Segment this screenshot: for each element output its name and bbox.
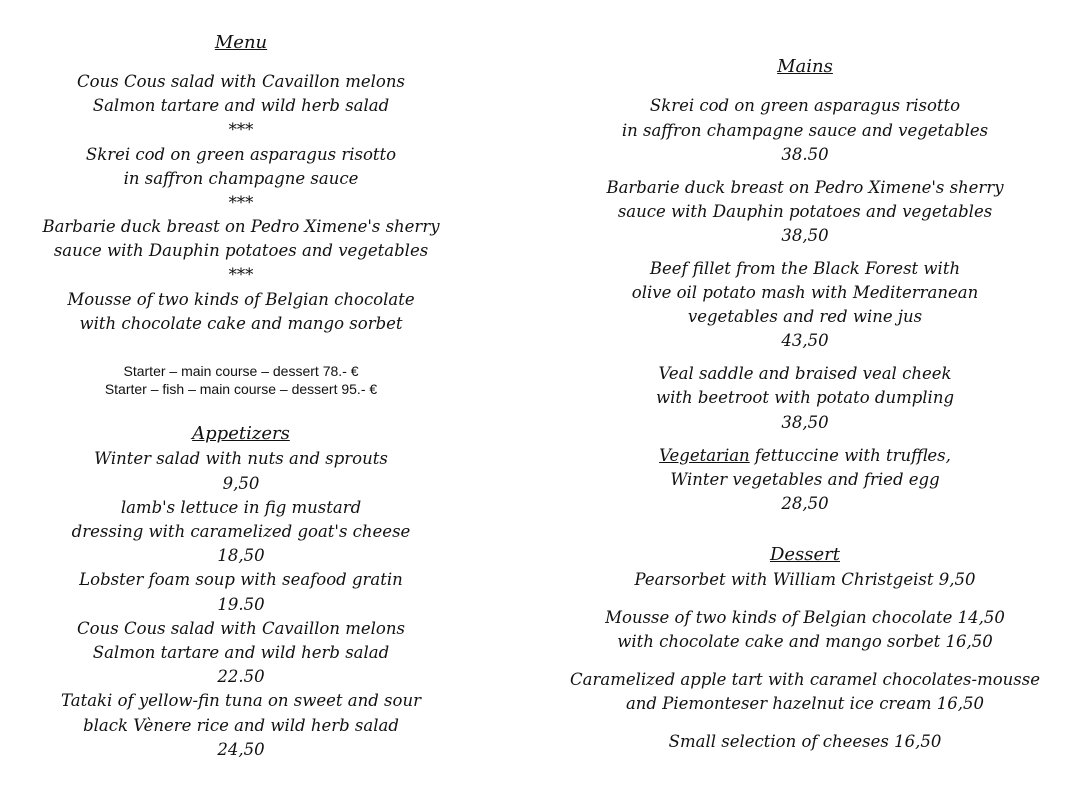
menu-price: Starter – main course – dessert 78.- €: [123, 363, 359, 379]
menu-separator: ***: [228, 193, 254, 212]
menu-separator: ***: [228, 265, 254, 284]
appetizer-line: Winter salad with nuts and sprouts: [94, 449, 388, 468]
dessert-line: Mousse of two kinds of Belgian chocolate 14,50: [605, 608, 1005, 627]
dessert-line: Small selection of cheeses 16,50: [668, 732, 942, 751]
menu-price: Starter – fish – main course – dessert 95.- €: [104, 381, 378, 397]
dessert-line: Caramelized apple tart with caramel chocolates-mousse: [570, 670, 1040, 689]
menu-line: Cous Cous salad with Cavaillon melons: [77, 72, 405, 91]
appetizer-line: Tataki of yellow-fin tuna on sweet and sour: [61, 691, 421, 710]
appetizer-price: 18,50: [217, 546, 265, 565]
menu-line: with chocolate cake and mango sorbet: [79, 314, 403, 333]
menu-line: Mousse of two kinds of Belgian chocolate: [67, 290, 415, 309]
appetizer-price: 9,50: [222, 474, 260, 493]
appetizer-price: 22.50: [217, 667, 265, 686]
dessert-line: and Piemonteser hazelnut ice cream 16,50: [625, 694, 985, 713]
main-line: Winter vegetables and fried egg: [670, 470, 940, 489]
main-line: in saffron champagne sauce and vegetables: [621, 121, 989, 140]
mains-heading: Mains: [777, 56, 833, 77]
appetizer-line: dressing with caramelized goat's cheese: [71, 522, 411, 541]
vegetarian-label: Vegetarian: [659, 446, 750, 465]
appetizer-price: 19.50: [217, 595, 265, 614]
main-price: 38.50: [781, 145, 829, 164]
dessert-line: with chocolate cake and mango sorbet 16,50: [617, 632, 993, 651]
appetizer-line: Cous Cous salad with Cavaillon melons: [77, 619, 405, 638]
appetizer-price: 24,50: [217, 740, 265, 759]
main-line: vegetables and red wine jus: [687, 307, 923, 326]
vegetarian-main-line: [560, 446, 1050, 466]
menu-line: Salmon tartare and wild herb salad: [92, 96, 390, 115]
main-price: 38,50: [781, 413, 829, 432]
appetizer-line: Salmon tartare and wild herb salad: [92, 643, 390, 662]
main-line: sauce with Dauphin potatoes and vegetables: [617, 202, 993, 221]
menu-separator: ***: [228, 120, 254, 139]
main-line: Barbarie duck breast on Pedro Ximene's sherry: [606, 178, 1004, 197]
main-price: 38,50: [781, 226, 829, 245]
appetizer-line: lamb's lettuce in fig mustard: [120, 498, 362, 517]
appetizers-heading: Appetizers: [192, 423, 290, 444]
vegetarian-dish: fettuccine with truffles,: [749, 446, 951, 465]
menu-line: sauce with Dauphin potatoes and vegetables: [53, 241, 429, 260]
dessert-line: Pearsorbet with William Christgeist 9,50: [634, 570, 976, 589]
dessert-heading: Dessert: [769, 544, 841, 565]
appetizer-line: black Vènere rice and wild herb salad: [83, 716, 399, 735]
main-price: 43,50: [781, 331, 829, 350]
main-line: Veal saddle and braised veal cheek: [658, 364, 952, 383]
menu-heading: Menu: [214, 32, 268, 53]
main-line: olive oil potato mash with Mediterranean: [631, 283, 979, 302]
main-line: Beef fillet from the Black Forest with: [649, 259, 961, 278]
menu-line: Barbarie duck breast on Pedro Ximene's sherry: [42, 217, 440, 236]
menu-line: Skrei cod on green asparagus risotto: [85, 145, 397, 164]
appetizer-line: Lobster foam soup with seafood gratin: [79, 570, 403, 589]
main-line: with beetroot with potato dumpling: [655, 388, 955, 407]
main-line: Skrei cod on green asparagus risotto: [649, 96, 961, 115]
menu-line: in saffron champagne sauce: [123, 169, 359, 188]
main-price: 28,50: [781, 494, 829, 513]
